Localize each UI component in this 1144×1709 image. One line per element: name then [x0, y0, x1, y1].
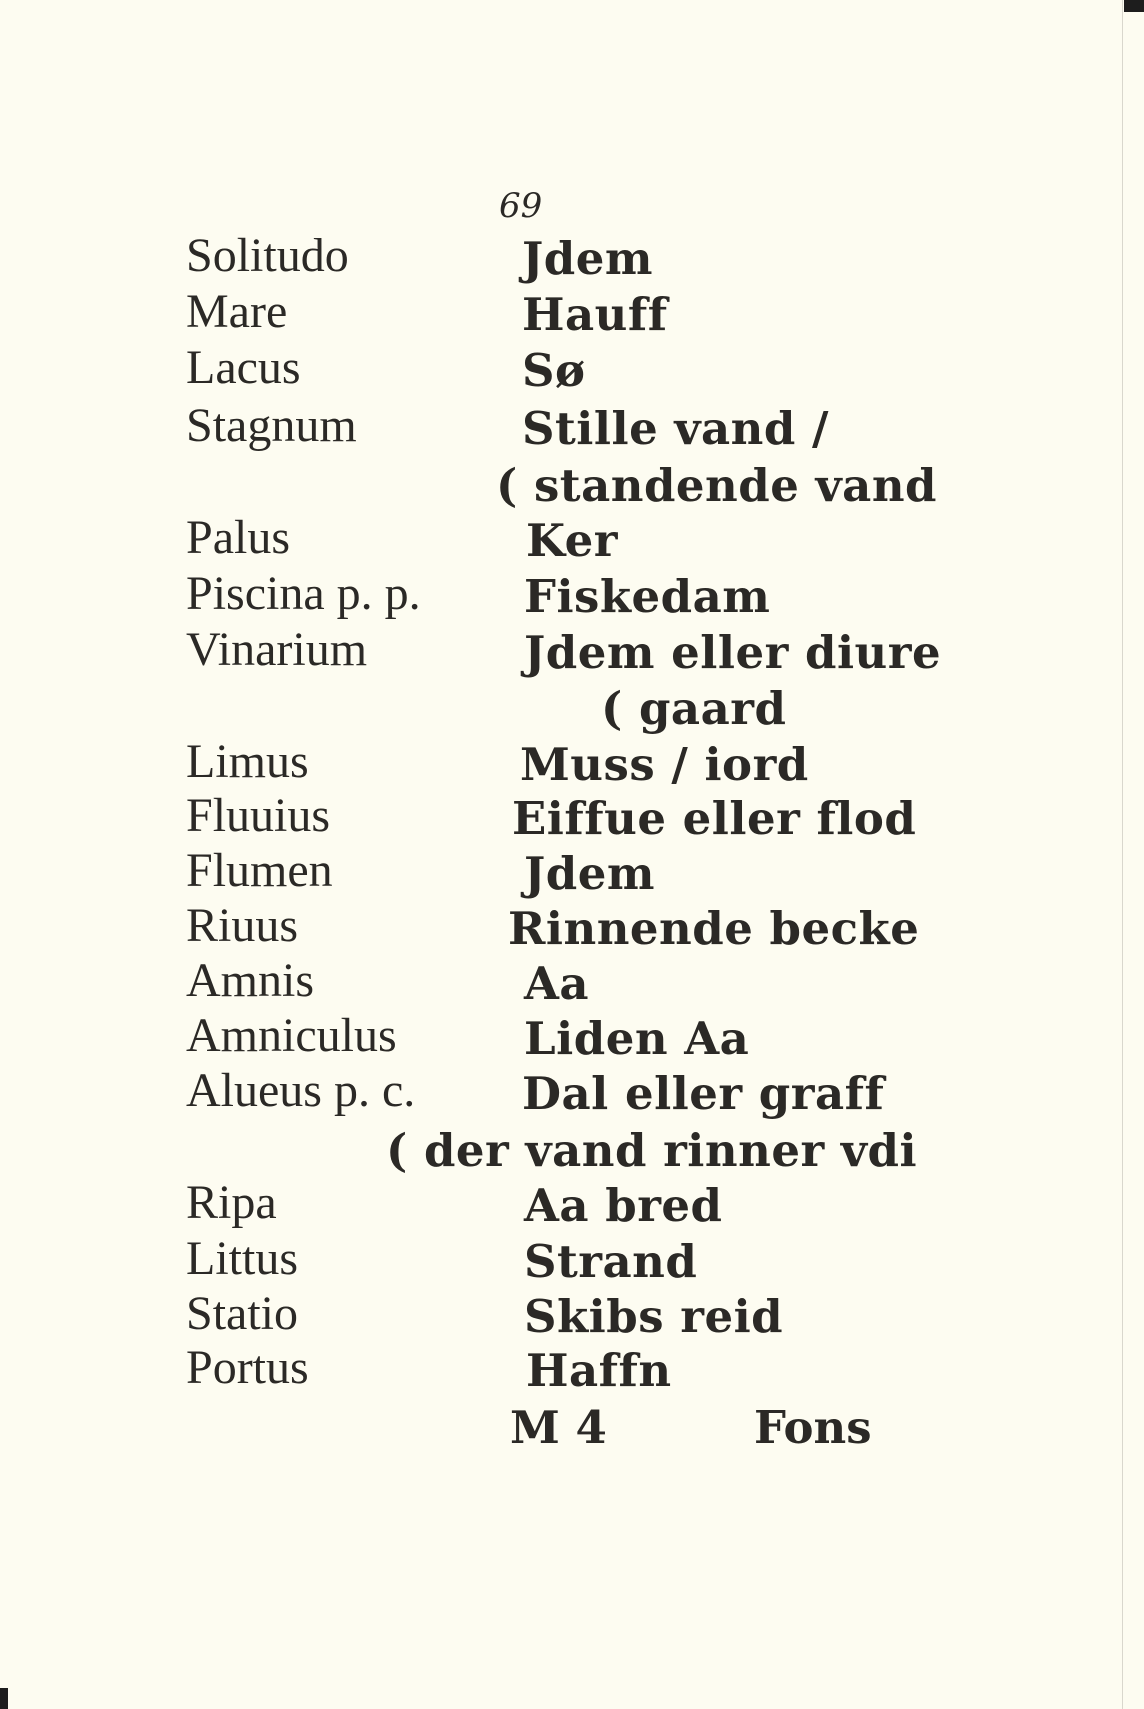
danish-word-fiskedam: Fiskedam [524, 570, 771, 623]
danish-word-jdem-eller-diure: Jdem eller diure [524, 626, 942, 679]
signature-mark: M 4 [510, 1401, 607, 1454]
danish-word-eiffue-eller-flod: Eiffue eller flod [512, 792, 917, 845]
danish-word-haffn: Haffn [526, 1344, 672, 1397]
latin-word-riuus: Riuus [186, 899, 299, 952]
danish-continuation-standende-vand: ( standende vand [496, 459, 938, 512]
latin-word-stagnum: Stagnum [186, 399, 357, 452]
danish-word-hauff: Hauff [522, 288, 668, 341]
danish-word-rinnende-becke: Rinnende becke [508, 902, 920, 955]
latin-word-vinarium: Vinarium [186, 623, 368, 676]
danish-continuation-der-vand-rinner-vdi: ( der vand rinner vdi [386, 1124, 918, 1177]
scan-edge-mark [0, 1688, 8, 1709]
latin-word-littus: Littus [186, 1232, 299, 1285]
danish-word-dal-eller-graff: Dal eller graff [522, 1067, 885, 1120]
danish-word-stille-vand: Stille vand / [522, 402, 829, 455]
danish-word-jdem-second: Jdem [524, 847, 656, 900]
latin-word-portus: Portus [186, 1341, 309, 1394]
danish-word-strand: Strand [524, 1235, 698, 1288]
danish-word-ker: Ker [526, 514, 618, 567]
page-number: 69 [499, 186, 543, 226]
latin-word-statio: Statio [186, 1287, 299, 1340]
latin-word-limus: Limus [186, 735, 309, 788]
latin-word-piscina: Piscina p. p. [186, 567, 421, 620]
catchword: Fons [754, 1401, 872, 1454]
danish-word-liden-aa: Liden Aa [524, 1012, 750, 1065]
danish-word-aa: Aa [524, 957, 590, 1010]
page-edge-line [1122, 0, 1123, 1709]
danish-word-muss-iord: Muss / iord [520, 738, 809, 791]
danish-word-jdem: Jdem [522, 232, 654, 285]
latin-word-amnis: Amnis [186, 954, 315, 1007]
latin-word-ripa: Ripa [186, 1176, 277, 1229]
latin-word-lacus: Lacus [186, 341, 301, 394]
latin-word-solitudo: Solitudo [186, 229, 349, 282]
latin-word-alueus: Alueus p. c. [186, 1064, 416, 1117]
latin-word-fluuius: Fluuius [186, 789, 331, 842]
danish-word-so: Sø [522, 344, 586, 397]
danish-word-skibs-reid: Skibs reid [524, 1290, 784, 1343]
latin-word-palus: Palus [186, 511, 291, 564]
latin-word-amniculus: Amniculus [186, 1009, 397, 1062]
danish-word-aa-bred: Aa bred [524, 1179, 723, 1232]
latin-word-flumen: Flumen [186, 844, 333, 897]
danish-continuation-gaard: ( gaard [601, 682, 787, 735]
scan-corner-mark [1124, 0, 1144, 12]
latin-word-mare: Mare [186, 285, 288, 338]
